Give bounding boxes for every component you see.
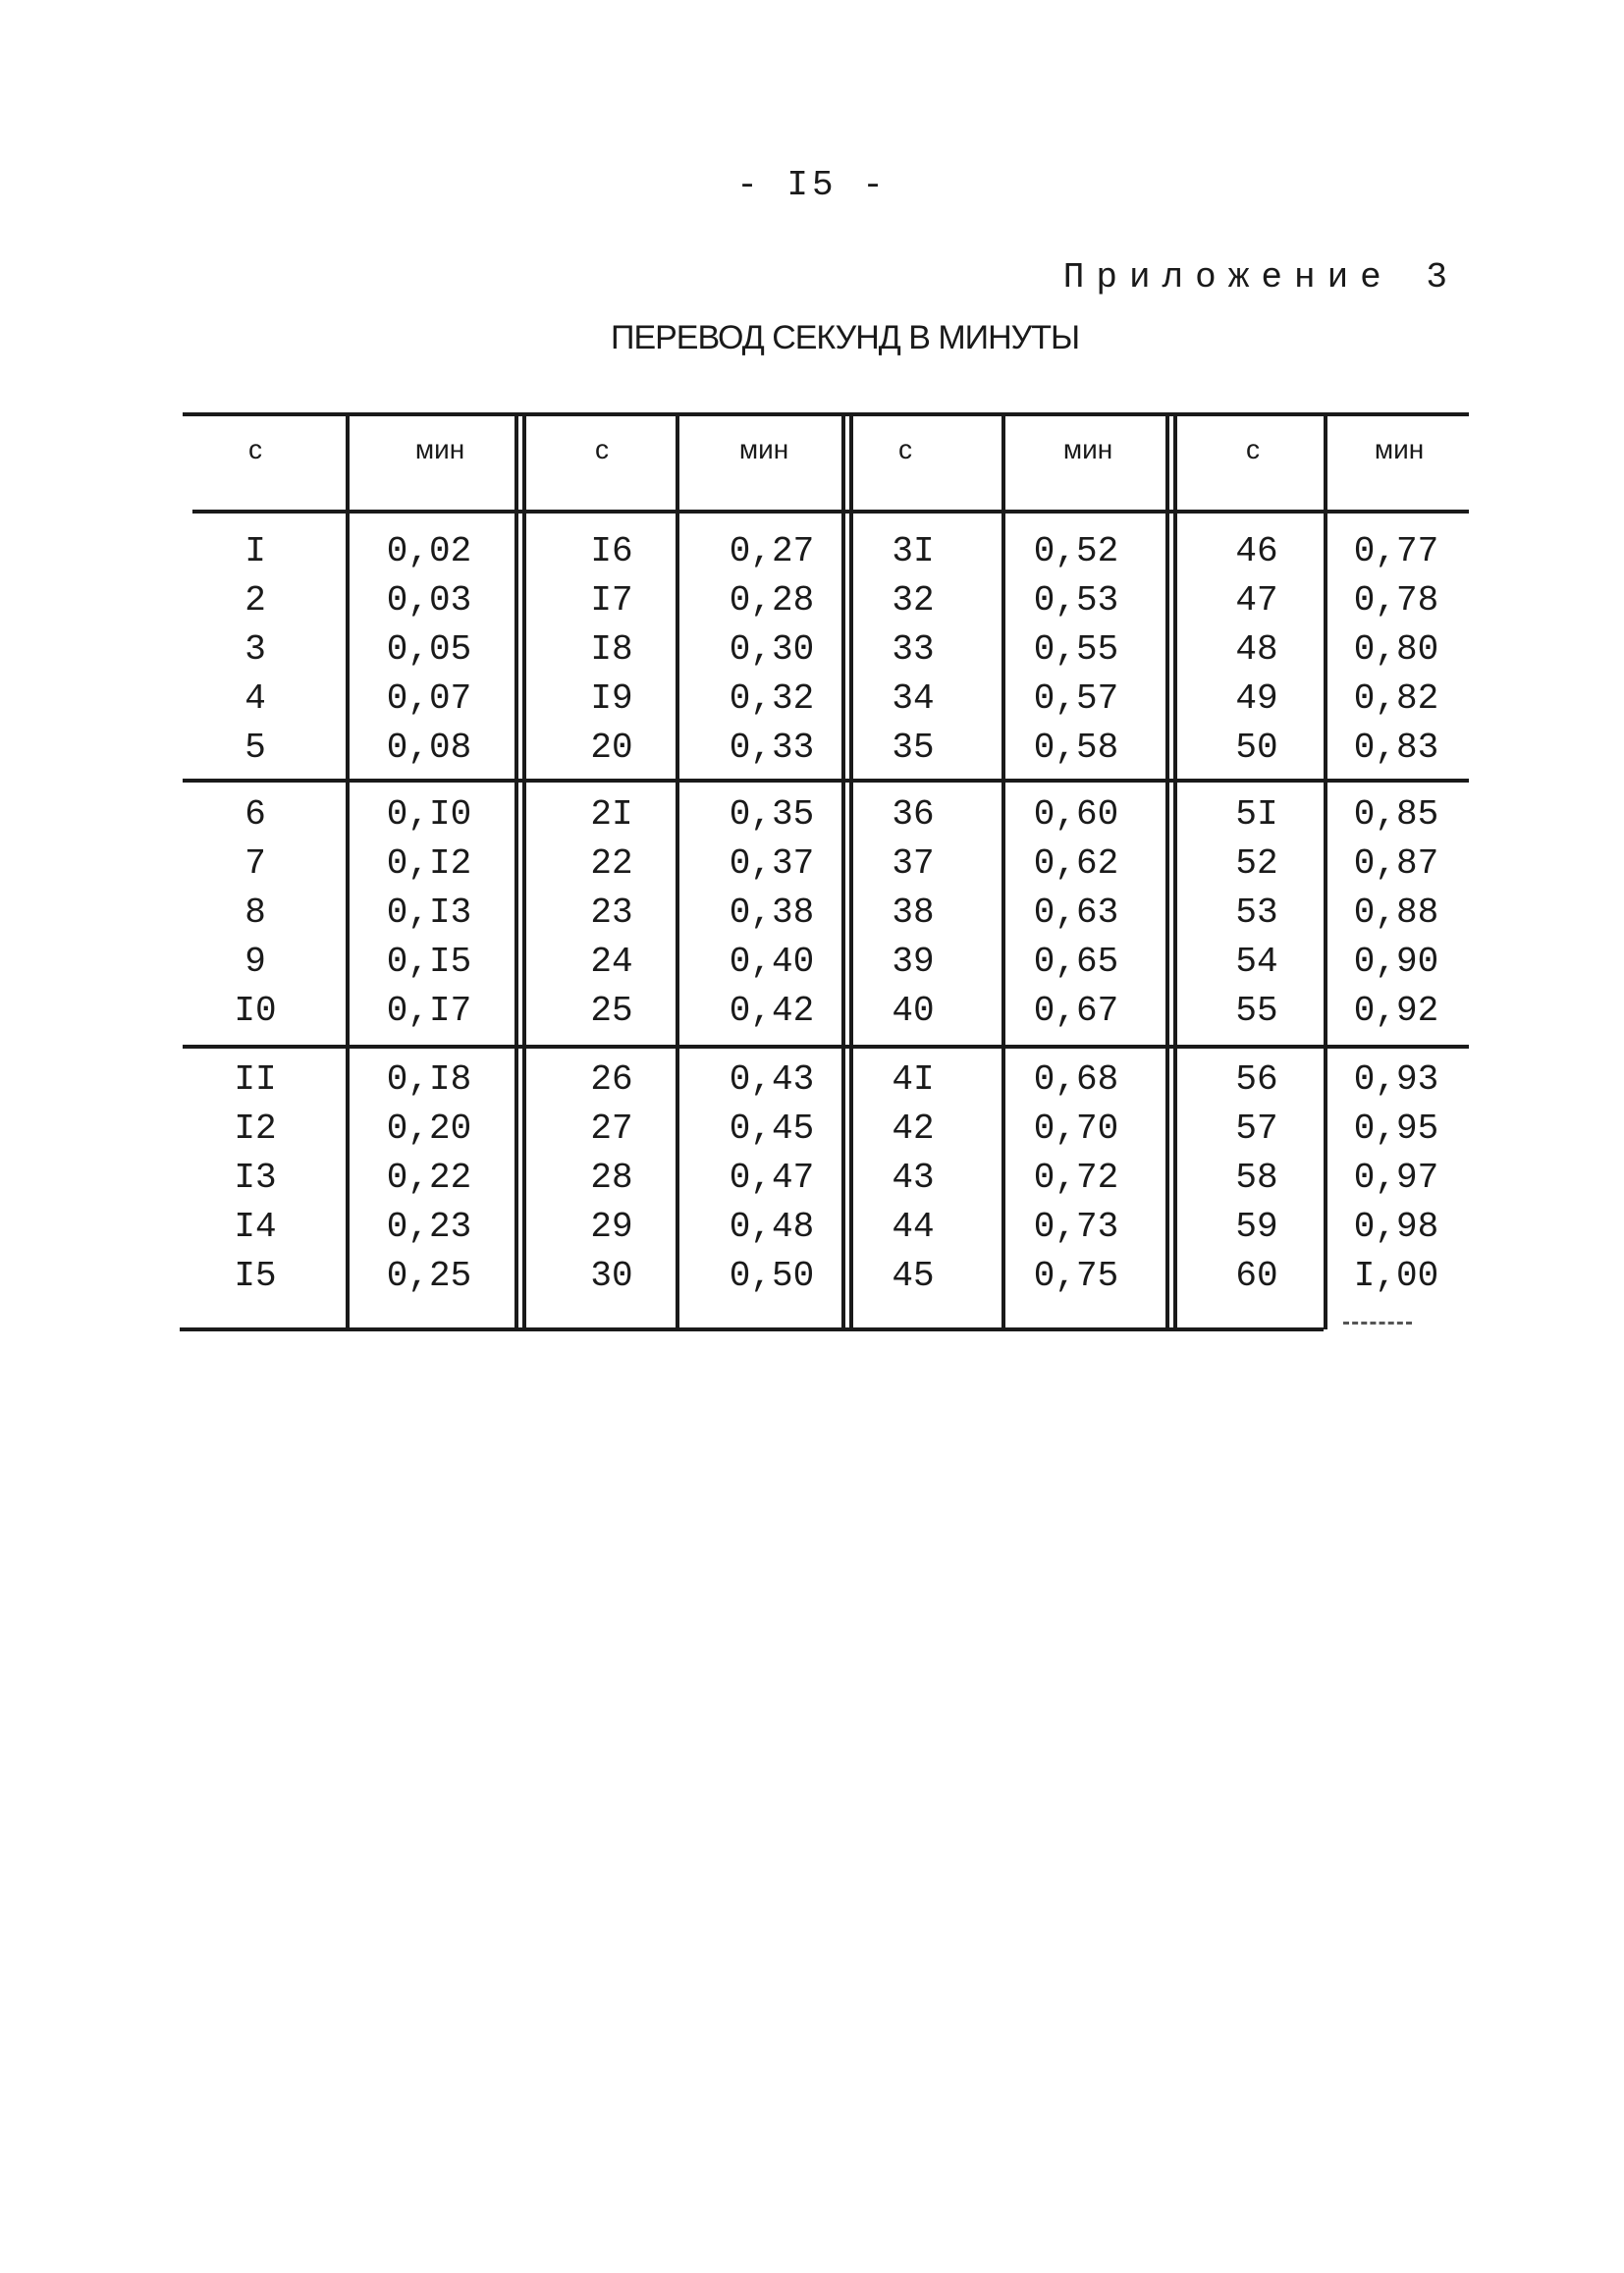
- seconds-cell: 8: [244, 893, 266, 933]
- minutes-cell: 0,52: [1033, 531, 1119, 571]
- minutes-cell: 0,73: [1033, 1207, 1119, 1247]
- block-rule: [183, 779, 1469, 783]
- seconds-cell: I9: [590, 678, 633, 719]
- seconds-cell: 47: [1235, 580, 1278, 621]
- seconds-cell: 43: [892, 1158, 935, 1198]
- seconds-cell: 7: [244, 843, 266, 884]
- minutes-cell: 0,I7: [386, 991, 472, 1031]
- minutes-cell: 0,87: [1353, 843, 1439, 884]
- seconds-cell: 42: [892, 1109, 935, 1149]
- column-double-rule: [1165, 412, 1169, 1329]
- minutes-cell: 0,22: [386, 1158, 472, 1198]
- seconds-cell: I4: [234, 1207, 277, 1247]
- seconds-cell: 36: [892, 794, 935, 835]
- seconds-cell: 39: [892, 942, 935, 982]
- seconds-cell: 55: [1235, 991, 1278, 1031]
- minutes-cell: 0,80: [1353, 629, 1439, 670]
- header-seconds: с: [595, 434, 609, 464]
- minutes-cell: 0,65: [1033, 942, 1119, 982]
- seconds-cell: 4: [244, 678, 266, 719]
- table-continuation-mark: [1343, 1322, 1412, 1325]
- seconds-cell: 35: [892, 728, 935, 768]
- minutes-cell: 0,60: [1033, 794, 1119, 835]
- minutes-cell: 0,83: [1353, 728, 1439, 768]
- minutes-cell: 0,62: [1033, 843, 1119, 884]
- minutes-cell: 0,I0: [386, 794, 472, 835]
- seconds-cell: I5: [234, 1256, 277, 1296]
- minutes-cell: 0,75: [1033, 1256, 1119, 1296]
- seconds-cell: 40: [892, 991, 935, 1031]
- minutes-cell: 0,57: [1033, 678, 1119, 719]
- minutes-cell: 0,97: [1353, 1158, 1439, 1198]
- seconds-cell: 57: [1235, 1109, 1278, 1149]
- appendix-label: Приложение 3: [1062, 257, 1459, 298]
- seconds-cell: 2: [244, 580, 266, 621]
- minutes-cell: 0,93: [1353, 1059, 1439, 1100]
- minutes-cell: 0,45: [729, 1109, 815, 1149]
- minutes-cell: 0,02: [386, 531, 472, 571]
- minutes-cell: 0,50: [729, 1256, 815, 1296]
- minutes-cell: 0,07: [386, 678, 472, 719]
- seconds-cell: 2I: [590, 794, 633, 835]
- header-seconds: с: [1246, 434, 1260, 464]
- minutes-cell: 0,27: [729, 531, 815, 571]
- minutes-cell: 0,98: [1353, 1207, 1439, 1247]
- seconds-cell: 48: [1235, 629, 1278, 670]
- seconds-cell: 3: [244, 629, 266, 670]
- seconds-cell: I0: [234, 991, 277, 1031]
- seconds-cell: 30: [590, 1256, 633, 1296]
- seconds-cell: 38: [892, 893, 935, 933]
- minutes-cell: 0,35: [729, 794, 815, 835]
- minutes-cell: I,00: [1353, 1256, 1439, 1296]
- minutes-cell: 0,48: [729, 1207, 815, 1247]
- minutes-cell: 0,23: [386, 1207, 472, 1247]
- seconds-cell: 26: [590, 1059, 633, 1100]
- minutes-cell: 0,05: [386, 629, 472, 670]
- seconds-cell: 3I: [892, 531, 935, 571]
- seconds-cell: 60: [1235, 1256, 1278, 1296]
- minutes-cell: 0,47: [729, 1158, 815, 1198]
- minutes-cell: 0,63: [1033, 893, 1119, 933]
- seconds-cell: 46: [1235, 531, 1278, 571]
- minutes-cell: 0,55: [1033, 629, 1119, 670]
- minutes-cell: 0,77: [1353, 531, 1439, 571]
- seconds-cell: 53: [1235, 893, 1278, 933]
- minutes-cell: 0,53: [1033, 580, 1119, 621]
- minutes-cell: 0,88: [1353, 893, 1439, 933]
- minutes-cell: 0,90: [1353, 942, 1439, 982]
- minutes-cell: 0,I3: [386, 893, 472, 933]
- seconds-cell: I2: [234, 1109, 277, 1149]
- column-double-rule: [522, 412, 526, 1329]
- column-rule: [346, 412, 350, 1329]
- minutes-cell: 0,25: [386, 1256, 472, 1296]
- minutes-cell: 0,78: [1353, 580, 1439, 621]
- seconds-cell: 6: [244, 794, 266, 835]
- minutes-cell: 0,85: [1353, 794, 1439, 835]
- header-minutes: мин: [738, 434, 789, 464]
- column-double-rule: [1173, 412, 1177, 1329]
- minutes-cell: 0,I8: [386, 1059, 472, 1100]
- seconds-cell: 45: [892, 1256, 935, 1296]
- seconds-cell: I6: [590, 531, 633, 571]
- seconds-cell: I7: [590, 580, 633, 621]
- seconds-cell: 49: [1235, 678, 1278, 719]
- table-bottom-rule: [180, 1327, 1324, 1331]
- seconds-cell: I: [244, 531, 266, 571]
- seconds-cell: 27: [590, 1109, 633, 1149]
- header-seconds: с: [898, 434, 912, 464]
- seconds-cell: 4I: [892, 1059, 935, 1100]
- seconds-cell: 5I: [1235, 794, 1278, 835]
- seconds-cell: 58: [1235, 1158, 1278, 1198]
- seconds-cell: II: [234, 1059, 277, 1100]
- minutes-cell: 0,68: [1033, 1059, 1119, 1100]
- minutes-cell: 0,I2: [386, 843, 472, 884]
- header-minutes: мин: [1062, 434, 1113, 464]
- minutes-cell: 0,82: [1353, 678, 1439, 719]
- minutes-cell: 0,03: [386, 580, 472, 621]
- seconds-cell: 24: [590, 942, 633, 982]
- minutes-cell: 0,30: [729, 629, 815, 670]
- seconds-cell: 29: [590, 1207, 633, 1247]
- minutes-cell: 0,40: [729, 942, 815, 982]
- seconds-cell: 20: [590, 728, 633, 768]
- seconds-cell: 28: [590, 1158, 633, 1198]
- header-seconds: с: [248, 434, 262, 464]
- minutes-cell: 0,72: [1033, 1158, 1119, 1198]
- seconds-cell: 56: [1235, 1059, 1278, 1100]
- minutes-cell: 0,33: [729, 728, 815, 768]
- seconds-cell: I3: [234, 1158, 277, 1198]
- minutes-cell: 0,92: [1353, 991, 1439, 1031]
- seconds-cell: 32: [892, 580, 935, 621]
- minutes-cell: 0,20: [386, 1109, 472, 1149]
- seconds-cell: 22: [590, 843, 633, 884]
- minutes-cell: 0,70: [1033, 1109, 1119, 1149]
- seconds-cell: 23: [590, 893, 633, 933]
- minutes-cell: 0,28: [729, 580, 815, 621]
- header-minutes: мин: [1374, 434, 1425, 464]
- seconds-cell: 34: [892, 678, 935, 719]
- minutes-cell: 0,38: [729, 893, 815, 933]
- minutes-cell: 0,37: [729, 843, 815, 884]
- seconds-cell: 37: [892, 843, 935, 884]
- minutes-cell: 0,I5: [386, 942, 472, 982]
- seconds-cell: 5: [244, 728, 266, 768]
- minutes-cell: 0,67: [1033, 991, 1119, 1031]
- seconds-cell: 54: [1235, 942, 1278, 982]
- minutes-cell: 0,95: [1353, 1109, 1439, 1149]
- minutes-cell: 0,32: [729, 678, 815, 719]
- minutes-cell: 0,42: [729, 991, 815, 1031]
- seconds-cell: 25: [590, 991, 633, 1031]
- minutes-cell: 0,43: [729, 1059, 815, 1100]
- minutes-cell: 0,58: [1033, 728, 1119, 768]
- table-title: ПЕРЕВОД СЕКУНД В МИНУТЫ: [611, 319, 1080, 356]
- block-rule: [183, 1045, 1469, 1049]
- seconds-cell: 9: [244, 942, 266, 982]
- header-minutes: мин: [414, 434, 465, 464]
- table-top-rule: [183, 412, 1469, 416]
- column-double-rule: [514, 412, 518, 1329]
- seconds-cell: 59: [1235, 1207, 1278, 1247]
- seconds-cell: 33: [892, 629, 935, 670]
- page-number: - I5 -: [736, 165, 888, 205]
- seconds-cell: 50: [1235, 728, 1278, 768]
- seconds-cell: 44: [892, 1207, 935, 1247]
- header-rule: [192, 510, 1469, 514]
- minutes-cell: 0,08: [386, 728, 472, 768]
- seconds-cell: 52: [1235, 843, 1278, 884]
- seconds-cell: I8: [590, 629, 633, 670]
